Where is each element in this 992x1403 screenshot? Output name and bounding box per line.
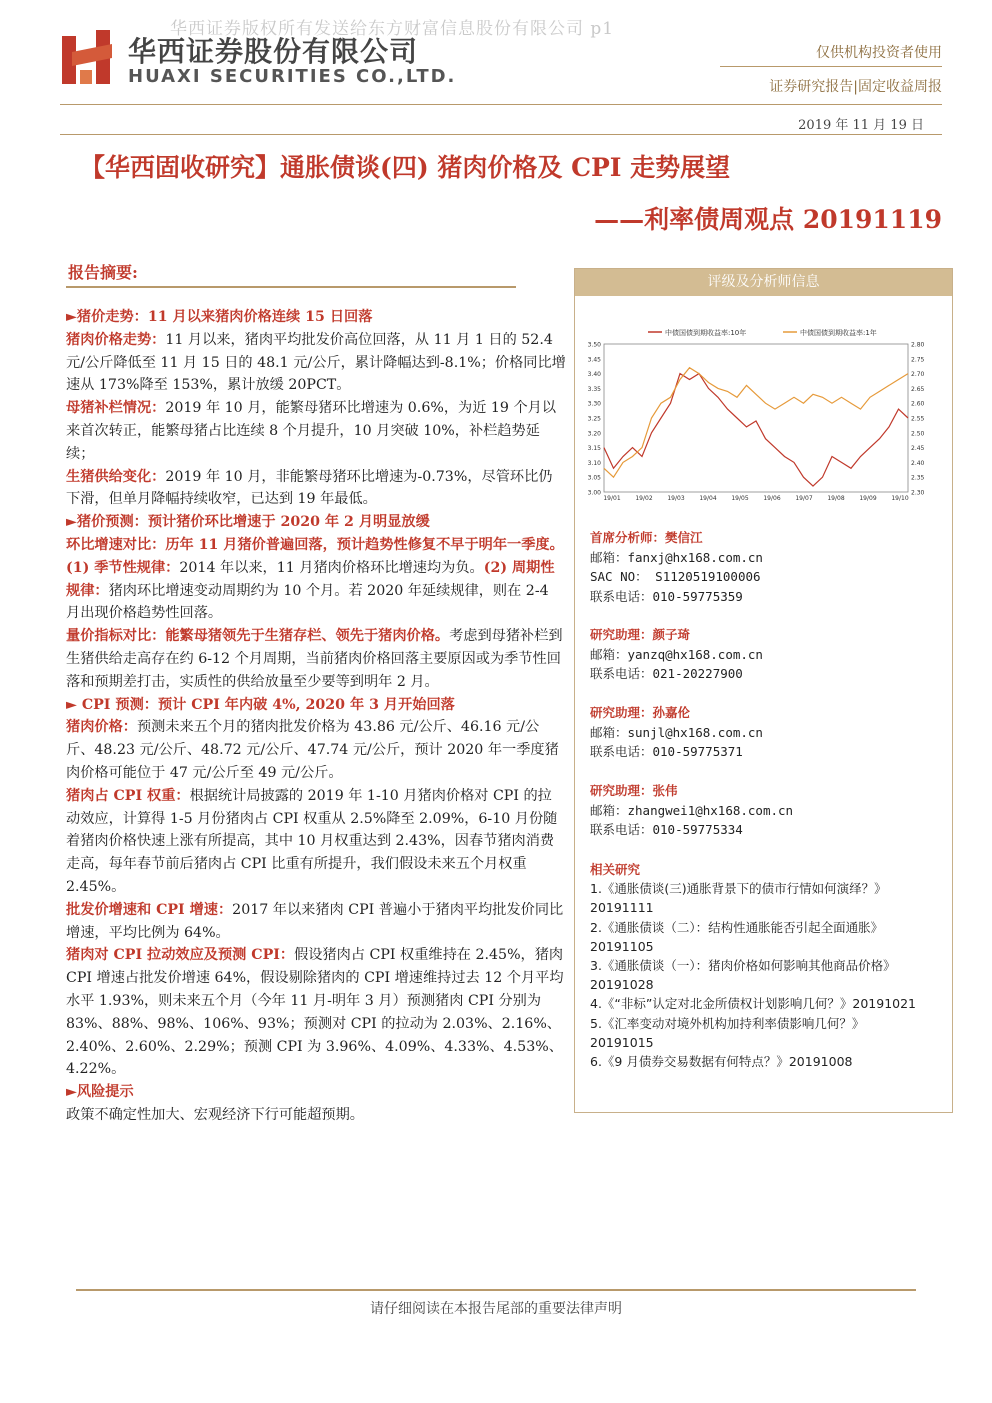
legend-label: 中债国债到期收益率:1年 bbox=[800, 329, 877, 337]
footer-disclaimer: 请仔细阅读在本报告尾部的重要法律声明 bbox=[370, 1301, 622, 1317]
company-name-en: HUAXI SECURITIES CO.,LTD. bbox=[128, 66, 457, 87]
related-item[interactable]: 6.《9 月债券交易数据有何特点？》20191008 bbox=[590, 1054, 853, 1070]
summary-paragraph: 环比增速对比：历年 11 月猪价普遍回落，预计趋势性修复不早于明年一季度。(1) 季节性规律：2014 年以来，11 月猪肉价格环比增速均为负。(2) 周期性规律：猪肉环比增速变动周期约为 10 个月。若 2020 年延续规律，则在 2-4 月出现价格趋势性回落。 bbox=[66, 536, 564, 622]
chart-frame bbox=[604, 344, 908, 492]
summary-paragraph: 母猪补栏情况：2019 年 10 月，能繁母猪环比增速为 0.6%，为近 19 个月以来首次转正，能繁母猪占比连续 8 个月提升，10 月突破 10%，补栏趋势延续； bbox=[66, 400, 557, 462]
summary-paragraph: 猪肉占 CPI 权重：根据统计局披露的 2019 年 1-10 月猪肉价格对 CPI 的拉动效应，计算得 1-5 月份猪肉占 CPI 权重从 2.5%降至 2.09%，6-10 月份随着猪肉价格快速上涨有所提高，其中 10 月权重达到 2.43%，因春节猪肉消费走高，每年春节前后猪肉占 CPI 比重有所提升，我们假设未来五个月权重 2.45%。 bbox=[66, 787, 558, 895]
date-rule bbox=[60, 134, 942, 135]
header-divider bbox=[720, 66, 942, 67]
y-left-tick-label: 3.45 bbox=[587, 356, 601, 364]
y-right-tick-label: 2.35 bbox=[911, 474, 925, 482]
analyst-block: 研究助理：颜子琦 邮箱：yanzq@hx168.com.cn 联系电话：021-20227900 bbox=[590, 627, 763, 681]
summary-paragraph: ►猪价走势：11 月以来猪肉价格连续 15 日回落 bbox=[66, 309, 373, 325]
y-right-tick-label: 2.30 bbox=[911, 489, 925, 497]
footer-rule bbox=[76, 1289, 916, 1291]
y-right-tick-label: 2.70 bbox=[911, 371, 925, 379]
analyst-block: 研究助理：孙嘉伦 邮箱：sunjl@hx168.com.cn 联系电话：010-59775371 bbox=[590, 705, 763, 759]
y-left-tick-label: 3.30 bbox=[587, 400, 601, 408]
report-title: 【华西固收研究】通胀债谈(四) 猪肉价格及 CPI 走势展望 bbox=[80, 153, 731, 182]
y-right-tick-label: 2.65 bbox=[911, 385, 925, 393]
company-name-cn: 华西证券股份有限公司 bbox=[128, 35, 419, 68]
y-left-tick-label: 3.20 bbox=[587, 430, 601, 438]
y-left-tick-label: 3.00 bbox=[587, 489, 601, 497]
summary-paragraph: 猪肉价格走势：11 月以来，猪肉平均批发价高位回落，从 11 月 1 日的 52.4 元/公斤降低至 11 月 15 日的 48.1 元/公斤，累计降幅达到-8.1%；价格同比增速从 173%降至 153%，累计放缓 20PCT。 bbox=[66, 331, 566, 394]
y-left-tick-label: 3.35 bbox=[587, 385, 601, 393]
y-right-tick-label: 2.55 bbox=[911, 415, 925, 423]
x-tick-label: 19/08 bbox=[827, 495, 845, 502]
analyst-block: 研究助理：张伟 邮箱：zhangwei1@hx168.com.cn 联系电话：010-59775334 bbox=[590, 783, 794, 837]
y-left-tick-label: 3.25 bbox=[587, 415, 601, 423]
y-right-tick-label: 2.80 bbox=[911, 341, 925, 349]
related-item[interactable]: 4.《“非标”认定对北金所债权计划影响几何？》20191021 bbox=[590, 996, 917, 1012]
y-right-tick-label: 2.40 bbox=[911, 459, 925, 467]
x-tick-label: 19/04 bbox=[699, 495, 717, 502]
summary-paragraph: ►猪价预测：预计猪价环比增速于 2020 年 2 月明显放缓 bbox=[66, 514, 430, 531]
y-left-tick-label: 3.10 bbox=[587, 459, 601, 467]
summary-paragraph: 政策不确定性加大、宏观经济下行可能超预期。 bbox=[66, 1106, 364, 1123]
legend-label: 中债国债到期收益率:10年 bbox=[665, 329, 747, 337]
x-tick-label: 19/02 bbox=[635, 495, 653, 502]
x-tick-label: 19/03 bbox=[667, 495, 685, 502]
y-left-tick-label: 3.40 bbox=[587, 371, 601, 379]
header-rule bbox=[60, 104, 942, 105]
y-left-tick-label: 3.15 bbox=[587, 445, 601, 453]
summary-paragraph: 量价指标对比：能繁母猪领先于生猪存栏、领先于猪肉价格。考虑到母猪补栏到生猪供给走高存在约 6-12 个月周期，当前猪肉价格回落主要原因或为季节性回落和预期差打击，实质性的供给放量至少要等到明年 2 月。 bbox=[66, 628, 563, 690]
related-item[interactable]: 1.《通胀债谈(三)通胀背景下的债市行情如何演绎？》20191111 bbox=[590, 881, 887, 916]
y-right-tick-label: 2.50 bbox=[911, 430, 925, 438]
x-tick-label: 19/01 bbox=[603, 495, 621, 502]
sidebar-heading: 评级及分析师信息 bbox=[575, 269, 952, 296]
summary-paragraph: ►风险提示 bbox=[66, 1084, 134, 1101]
y-left-tick-label: 3.05 bbox=[587, 474, 601, 482]
x-tick-label: 19/05 bbox=[731, 495, 749, 502]
summary-heading: 报告摘要: bbox=[68, 263, 138, 282]
y-left-tick-label: 3.50 bbox=[587, 341, 601, 349]
related-research bbox=[590, 860, 920, 1071]
x-tick-label: 19/06 bbox=[763, 495, 781, 502]
summary-paragraph: 猪肉对 CPI 拉动效应及预测 CPI：假设猪肉占 CPI 权重维持在 2.45%，猪肉 CPI 增速占批发价增速 64%，假设剔除猪肉的 CPI 增速维持过去 12 个月平均水平 1.93%，则未来五个月（今年 11 月-明年 3 月）预测猪肉 CPI 分别为 83%、88%、98%、106%、93%；预测对 CPI 的拉动为 2.03%、2.16%、2.40%、2.60%、2.29%；预测 CPI 为 3.96%、4.09%、4.33%、4.53%、4.22%。 bbox=[66, 947, 564, 1078]
related-item[interactable]: 3.《通胀债谈（一）：猪肉价格如何影响其他商品价格》20191028 bbox=[590, 958, 896, 993]
series-line bbox=[604, 374, 908, 487]
audience-note: 仅供机构投资者使用 bbox=[816, 45, 942, 61]
watermark: 华西证券版权所有发送给东方财富信息股份有限公司 p1 bbox=[170, 19, 615, 39]
x-tick-label: 19/09 bbox=[859, 495, 877, 502]
x-tick-label: 19/10 bbox=[891, 495, 909, 502]
related-item[interactable]: 2.《通胀债谈（二）：结构性通胀能否引起全面通胀》20191105 bbox=[590, 919, 884, 954]
summary-heading-rule bbox=[66, 286, 516, 288]
report-subtitle: ——利率债周观点 20191119 bbox=[594, 205, 942, 234]
series-line bbox=[604, 368, 908, 478]
summary-paragraph: 猪肉价格：预测未来五个月的猪肉批发价格为 43.86 元/公斤、46.16 元/公斤、48.23 元/公斤、48.72 元/公斤、47.74 元/公斤，预计 2020 年一季度猪肉价格可能位于 47 元/公斤至 49 元/公斤。 bbox=[66, 719, 559, 781]
y-right-tick-label: 2.60 bbox=[911, 400, 925, 408]
y-right-tick-label: 2.75 bbox=[911, 356, 925, 364]
summary-paragraph: ► CPI 预测：预计 CPI 年内破 4%, 2020 年 3 月开始回落 bbox=[66, 696, 455, 713]
x-tick-label: 19/07 bbox=[795, 495, 813, 502]
yield-chart bbox=[578, 322, 950, 502]
huaxi-logo-icon bbox=[62, 30, 118, 86]
summary-paragraph: 批发价增速和 CPI 增速：2017 年以来猪肉 CPI 普遍小于猪肉平均批发价同比增速，平均比例为 64%。 bbox=[66, 901, 564, 941]
report-category: 证券研究报告|固定收益周报 bbox=[769, 79, 942, 95]
y-right-tick-label: 2.45 bbox=[911, 445, 925, 453]
summary-body bbox=[66, 306, 566, 1127]
summary-paragraph: 生猪供给变化：2019 年 10 月，非能繁母猪环比增速为-0.73%，尽管环比仍下滑，但单月降幅持续收窄，已达到 19 年最低。 bbox=[66, 468, 553, 508]
related-research-title: 相关研究 bbox=[590, 862, 641, 877]
related-item[interactable]: 5.《汇率变动对境外机构加持利率债影响几何？》20191015 bbox=[590, 1015, 865, 1050]
report-date: 2019 年 11 月 19 日 bbox=[798, 118, 924, 133]
analyst-block: 首席分析师：樊信江 邮箱：fanxj@hx168.com.cn SAC NO： S1120519100006 联系电话：010-59775359 bbox=[590, 530, 763, 604]
